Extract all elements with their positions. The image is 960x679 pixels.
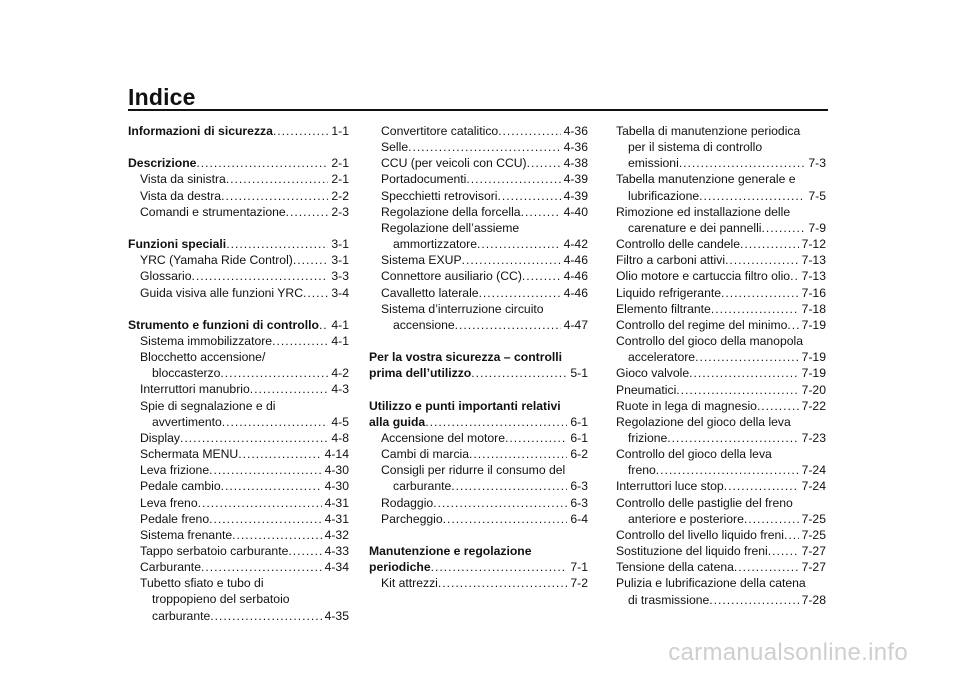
dot-leader <box>221 478 322 494</box>
dot-leader <box>740 236 799 252</box>
dot-leader <box>209 511 321 527</box>
dot-leader <box>725 252 799 268</box>
dot-leader <box>288 543 321 559</box>
dot-leader <box>787 317 798 333</box>
dot-leader <box>198 495 322 511</box>
dot-leader <box>667 430 798 446</box>
toc-entry-line: Regolazione del gioco della leva <box>616 414 791 429</box>
toc-entry[interactable]: Pneumatici . . . 7-20 <box>616 382 826 398</box>
toc-entry[interactable]: Parcheggio . . . 6-4 <box>369 511 588 527</box>
toc-entry-line: per il sistema di controllo <box>628 140 763 155</box>
toc-entry[interactable]: ammortizzatore . . . 4-42 <box>369 236 588 252</box>
dot-leader <box>676 382 798 398</box>
toc-entry[interactable]: Elemento filtrante . . . 7-18 <box>616 301 826 317</box>
toc-entry-line: troppopieno del serbatoio <box>152 592 290 607</box>
toc-entry[interactable]: Cambi di marcia . . . 6-2 <box>369 446 588 462</box>
toc-entry[interactable]: avvertimento . . . 4-5 <box>128 414 349 430</box>
toc-entry[interactable]: Controllo del livello liquido freni . . . 7-25 <box>616 527 826 543</box>
toc-entry[interactable]: CCU (per veicoli con CCU) . . . 4-38 <box>369 155 588 171</box>
toc-entry[interactable]: accensione . . . 4-47 <box>369 317 588 333</box>
toc-entry-line: Regolazione dell’assieme <box>381 220 520 235</box>
toc-entry[interactable]: Vista da destra . . . 2-2 <box>128 188 349 204</box>
dot-leader <box>303 285 328 301</box>
toc-entry[interactable]: Pedale freno . . . 4-31 <box>128 511 349 527</box>
dot-leader <box>521 204 561 220</box>
dot-leader <box>469 446 567 462</box>
dot-leader <box>699 188 805 204</box>
title-rule <box>128 109 828 111</box>
toc-entry[interactable]: Funzioni speciali . . . 3-1 <box>128 236 349 252</box>
dot-leader <box>273 123 328 139</box>
dot-leader <box>656 462 799 478</box>
toc-entry[interactable]: lubrificazione . . . 7-5 <box>616 188 826 204</box>
dot-leader <box>466 171 560 187</box>
dot-leader <box>286 204 329 220</box>
toc-entry[interactable]: carenature e dei pannelli . . . 7-9 <box>616 220 826 236</box>
dot-leader <box>679 155 806 171</box>
toc-entry-line: Consigli per ridurre il consumo del <box>381 463 566 478</box>
dot-leader <box>238 446 321 462</box>
dot-leader <box>196 155 328 171</box>
dot-leader <box>505 430 567 446</box>
dot-leader <box>744 511 799 527</box>
toc-entry[interactable]: Vista da sinistra . . . 2-1 <box>128 171 349 187</box>
toc-column-3 <box>616 123 826 608</box>
toc-entry[interactable]: Carburante . . . 4-34 <box>128 559 349 575</box>
toc-entry-line: Controllo delle pastiglie del freno <box>616 495 793 510</box>
toc-entry[interactable]: Selle . . . 4-36 <box>369 139 588 155</box>
toc-entry[interactable]: di trasmissione . . . 7-28 <box>616 592 826 608</box>
dot-leader <box>319 317 328 333</box>
toc-entry[interactable]: Ruote in lega di magnesio . . . 7-22 <box>616 398 826 414</box>
dot-leader <box>232 527 321 543</box>
toc-entry[interactable]: Gioco valvole . . . 7-19 <box>616 365 826 381</box>
toc-entry[interactable]: Display . . . 4-8 <box>128 430 349 446</box>
toc-entry[interactable]: Schermata MENU . . . 4-14 <box>128 446 349 462</box>
dot-leader <box>451 478 567 494</box>
dot-leader <box>784 527 799 543</box>
toc-entry[interactable]: Leva freno . . . 4-31 <box>128 495 349 511</box>
dot-leader <box>498 123 560 139</box>
toc-entry[interactable]: emissioni . . . 7-3 <box>616 155 826 171</box>
dot-leader <box>462 252 561 268</box>
dot-leader <box>471 365 567 381</box>
dot-leader <box>734 559 799 575</box>
toc-heading-line: Utilizzo e punti importanti relativi <box>369 398 561 413</box>
toc-entry[interactable]: Tensione della catena . . . 7-27 <box>616 559 826 575</box>
dot-leader <box>479 285 561 301</box>
toc-entry-line: Blocchetto accensione/ <box>140 350 266 365</box>
toc-entry[interactable]: carburante . . . 4-35 <box>128 608 349 624</box>
dot-leader <box>711 301 799 317</box>
dot-leader <box>250 381 329 397</box>
toc-entry-line: Sistema d’interruzione circuito <box>381 301 544 316</box>
toc-entry-line: Tubetto sfiato e tubo di <box>140 576 264 591</box>
toc-entry[interactable]: Strumento e funzioni di controllo . . . 4-1 <box>128 317 349 333</box>
dot-leader <box>689 365 798 381</box>
toc-column-1 <box>128 123 349 624</box>
toc-entry[interactable]: acceleratore . . . 7-19 <box>616 349 826 365</box>
dot-leader <box>757 398 799 414</box>
dot-leader <box>201 559 322 575</box>
toc-entry[interactable]: Sistema immobilizzatore . . . 4-1 <box>128 333 349 349</box>
dot-leader <box>438 575 567 591</box>
dot-leader <box>498 188 561 204</box>
toc-heading-line: Per la vostra sicurezza – controlli <box>369 350 563 365</box>
dot-leader <box>455 317 561 333</box>
toc-entry[interactable]: Tappo serbatoio carburante . . . 4-33 <box>128 543 349 559</box>
dot-leader <box>425 414 567 430</box>
toc-entry[interactable]: Informazioni di sicurezza . . . 1-1 <box>128 123 349 139</box>
toc-entry[interactable]: Leva frizione . . . 4-30 <box>128 462 349 478</box>
page-title: Indice <box>128 84 196 110</box>
dot-leader <box>272 333 328 349</box>
toc-entry[interactable]: periodiche . . . 7-1 <box>369 559 588 575</box>
toc-entry[interactable]: bloccasterzo . . . 4-2 <box>128 365 349 381</box>
dot-leader <box>209 462 321 478</box>
toc-entry[interactable]: Sostituzione del liquido freni . . . 7-27 <box>616 543 826 559</box>
dot-leader <box>709 592 798 608</box>
dot-leader <box>191 268 328 284</box>
watermark: carmanualsonline.info <box>668 639 908 666</box>
dot-leader <box>226 171 329 187</box>
dot-leader <box>724 478 799 494</box>
dot-leader <box>222 414 329 430</box>
toc-entry[interactable]: Descrizione . . . 2-1 <box>128 155 349 171</box>
toc-entry[interactable]: Controllo del regime del minimo . . . 7-19 <box>616 317 826 333</box>
toc-entry-line: Controllo del gioco della manopola <box>616 334 803 349</box>
dot-leader <box>527 155 561 171</box>
dot-leader <box>431 559 568 575</box>
toc-entry[interactable]: Accensione del motore . . . 6-1 <box>369 430 588 446</box>
dot-leader <box>477 236 561 252</box>
toc-entry[interactable]: Interruttori manubrio . . . 4-3 <box>128 381 349 397</box>
toc-entry[interactable]: Regolazione della forcella . . . 4-40 <box>369 204 588 220</box>
toc-entry[interactable]: Sistema EXUP . . . 4-46 <box>369 252 588 268</box>
dot-leader <box>761 220 805 236</box>
toc-entry[interactable]: Interruttori luce stop . . . 7-24 <box>616 478 826 494</box>
toc-entry[interactable]: Guida visiva alle funzioni YRC . . . 3-4 <box>128 285 349 301</box>
dot-leader <box>790 268 799 284</box>
toc-entry[interactable]: Liquido refrigerante . . . 7-16 <box>616 285 826 301</box>
toc-entry[interactable]: carburante . . . 6-3 <box>369 478 588 494</box>
toc-entry[interactable]: Controllo delle candele . . . 7-12 <box>616 236 826 252</box>
toc-entry-line: Spie di segnalazione e di <box>140 398 276 413</box>
toc-entry[interactable]: prima dell’utilizzo . . . 5-1 <box>369 365 588 381</box>
toc-entry-line: Pulizia e lubrificazione della catena <box>616 576 806 591</box>
toc-entry-line: Rimozione ed installazione delle <box>616 204 791 219</box>
toc-entry[interactable]: Glossario . . . 3-3 <box>128 268 349 284</box>
toc-entry[interactable]: Kit attrezzi . . . 7-2 <box>369 575 588 591</box>
toc-entry[interactable]: Pedale cambio . . . 4-30 <box>128 478 349 494</box>
toc-entry[interactable]: Connettore ausiliario (CC) . . . 4-46 <box>369 268 588 284</box>
dot-leader <box>443 511 568 527</box>
dot-leader <box>408 139 560 155</box>
toc-entry[interactable]: Filtro a carboni attivi . . . 7-13 <box>616 252 826 268</box>
toc-entry[interactable]: alla guida . . . 6-1 <box>369 414 588 430</box>
dot-leader <box>180 430 328 446</box>
dot-leader <box>226 236 328 252</box>
toc-entry[interactable]: Olio motore e cartuccia filtro olio . . . 7-13 <box>616 268 826 284</box>
toc-entry[interactable]: Portadocumenti . . . 4-39 <box>369 171 588 187</box>
toc-entry[interactable]: Convertitore catalitico . . . 4-36 <box>369 123 588 139</box>
dot-leader <box>220 365 328 381</box>
toc-entry[interactable]: anteriore e posteriore . . . 7-25 <box>616 511 826 527</box>
dot-leader <box>210 608 321 624</box>
toc-entry[interactable]: YRC (Yamaha Ride Control) . . . 3-1 <box>128 252 349 268</box>
toc-column-2 <box>369 123 588 591</box>
dot-leader <box>293 252 329 268</box>
dot-leader <box>433 495 567 511</box>
toc-heading-line: Manutenzione e regolazione <box>369 544 532 559</box>
toc-entry-line: Controllo del gioco della leva <box>616 447 772 462</box>
dot-leader <box>768 543 799 559</box>
toc-entry-line: Tabella manutenzione generale e <box>616 172 796 187</box>
toc-entry[interactable]: freno . . . 7-24 <box>616 462 826 478</box>
toc-entry[interactable]: Cavalletto laterale . . . 4-46 <box>369 285 588 301</box>
toc-entry-line: Tabella di manutenzione periodica <box>616 124 801 138</box>
dot-leader <box>221 188 328 204</box>
toc-entry[interactable]: Comandi e strumentazione . . . 2-3 <box>128 204 349 220</box>
toc-entry[interactable]: Rodaggio . . . 6-3 <box>369 495 588 511</box>
toc-entry[interactable]: frizione . . . 7-23 <box>616 430 826 446</box>
dot-leader <box>721 285 799 301</box>
dot-leader <box>522 268 561 284</box>
dot-leader <box>695 349 799 365</box>
toc-entry[interactable]: Specchietti retrovisori . . . 4-39 <box>369 188 588 204</box>
toc-entry[interactable]: Sistema frenante . . . 4-32 <box>128 527 349 543</box>
